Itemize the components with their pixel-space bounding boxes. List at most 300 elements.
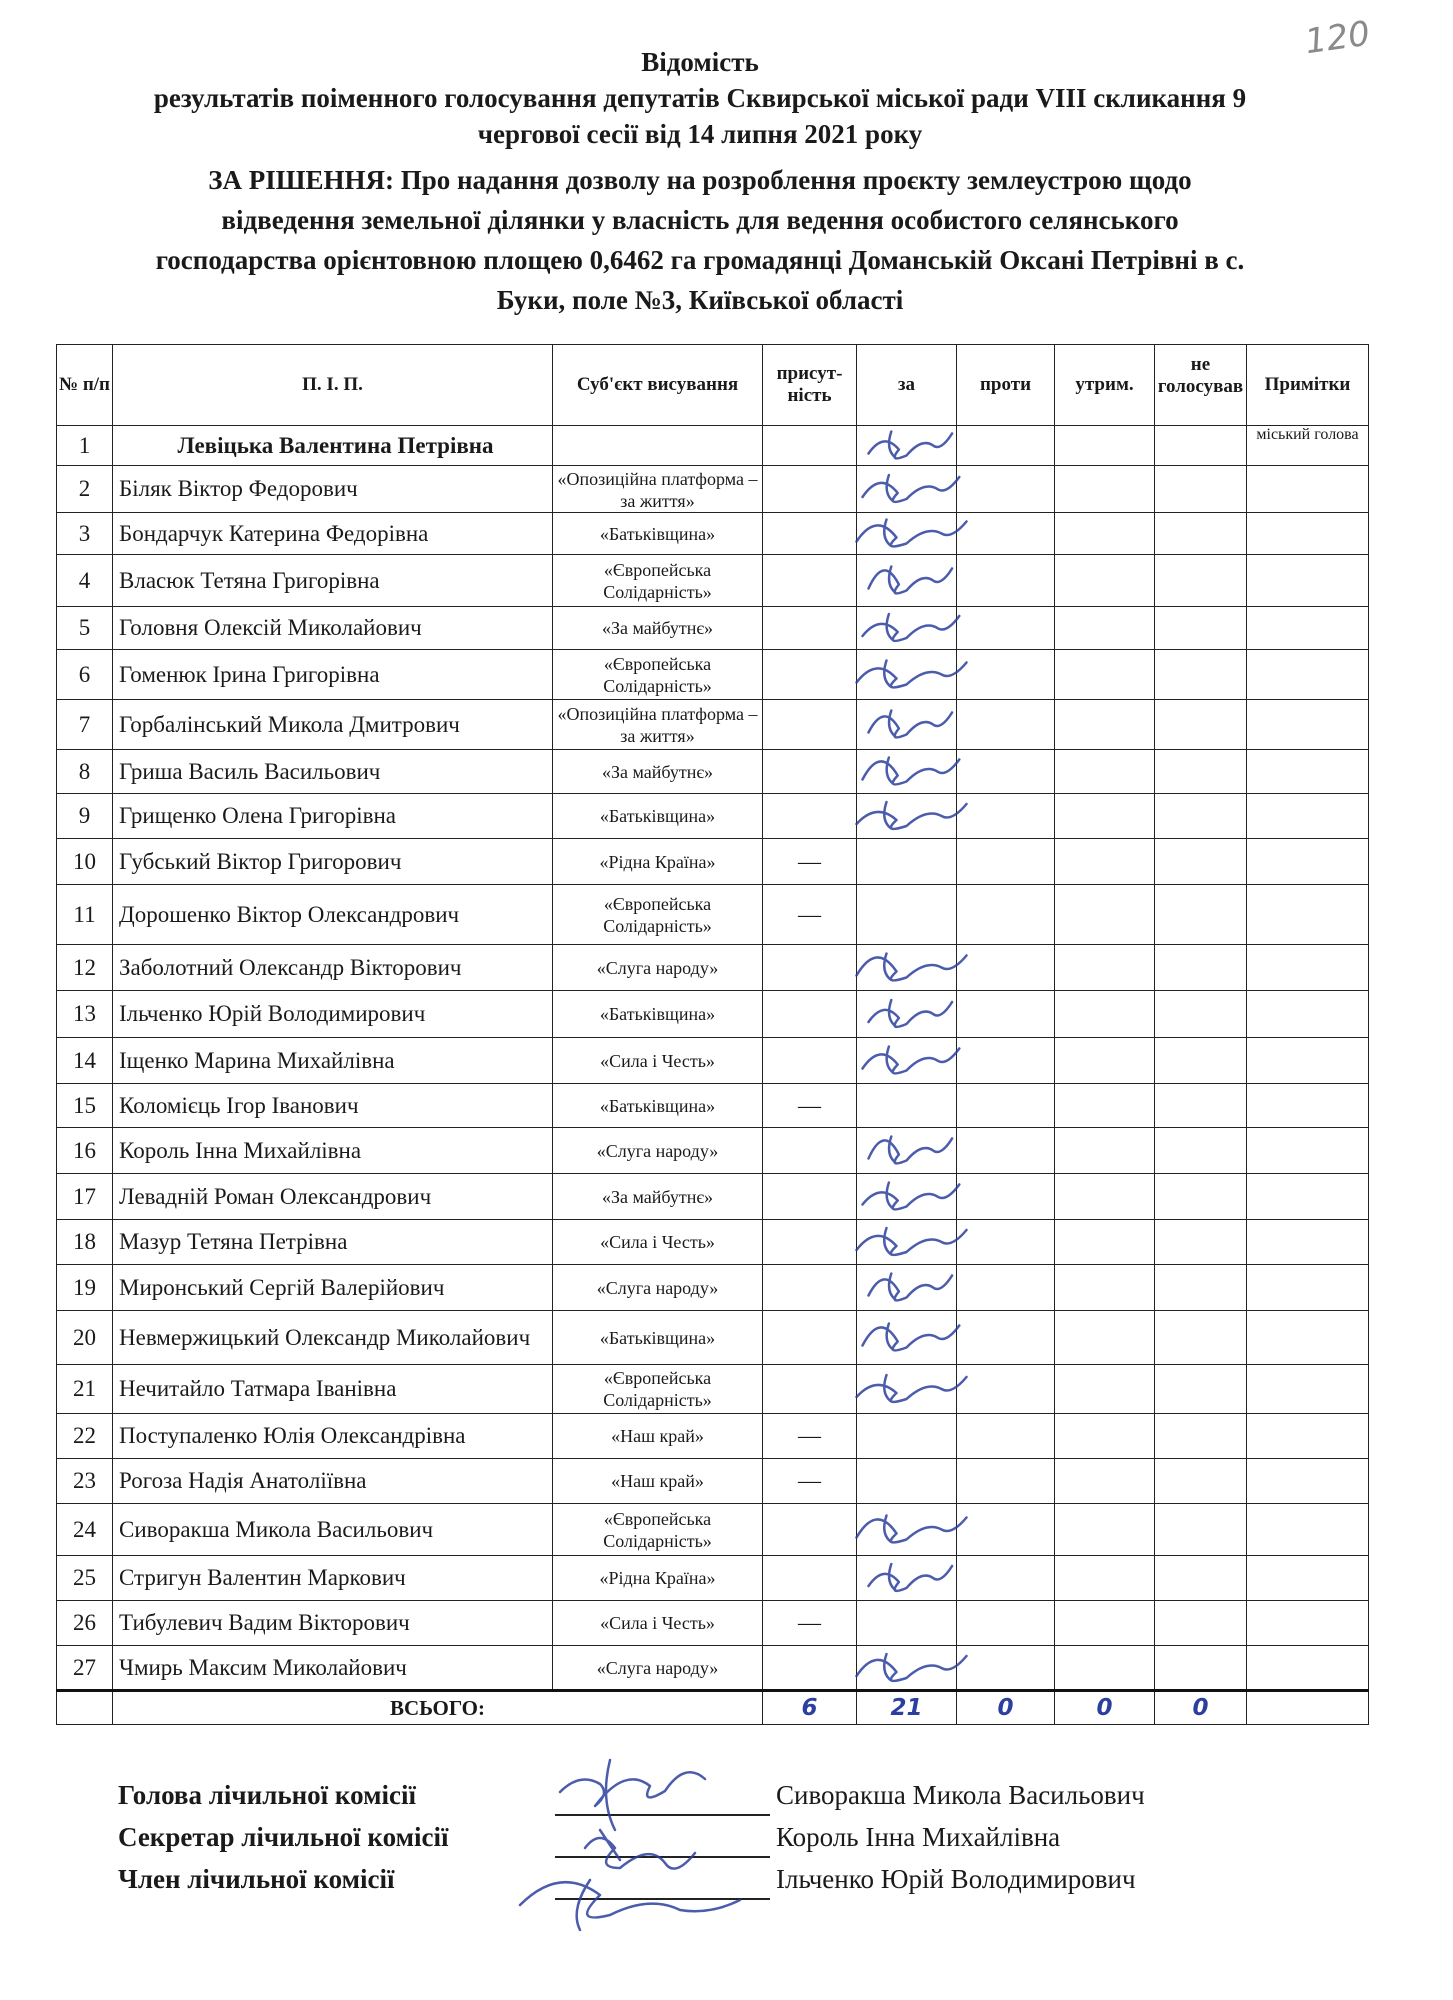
signature-name: Ільченко Юрій Володимирович: [776, 1864, 1136, 1894]
vote-abstain-cell: [1055, 1128, 1155, 1174]
table-row: [57, 1265, 1369, 1311]
decision-line-2: відведення земельної ділянки у власність для ведення особистого селянського: [221, 205, 1179, 235]
party-name: [553, 794, 763, 839]
col-name-header: П. І. П.: [113, 345, 553, 426]
document-subtitle-2: чергової сесії від 14 липня 2021 року: [477, 119, 923, 149]
col-party-header: Суб'єкт висування: [553, 345, 763, 426]
num-text: 20: [73, 1324, 96, 1350]
deputy-name: [113, 1084, 553, 1128]
deputy-name: [113, 1265, 553, 1311]
document-subtitle-1: результатів поіменного голосування депутатів Сквирської міської ради VIII скликання 9: [153, 83, 1247, 113]
table-header-row: [57, 345, 1369, 426]
deputy-name-text: Ільченко Юрій Володимирович: [119, 1001, 426, 1026]
vote-not-voted-cell: [1155, 1174, 1247, 1220]
num: [57, 426, 113, 466]
vote-against-cell: [957, 513, 1055, 555]
party-name: [553, 885, 763, 945]
party-name-text: «Наш край»: [611, 1471, 704, 1491]
num: [57, 700, 113, 750]
note-cell: [1247, 1311, 1369, 1365]
decision-line-1: ЗА РІШЕННЯ: Про надання дозволу на розроблення проєкту землеустрою щодо: [208, 165, 1192, 195]
party-name: [553, 555, 763, 607]
col-not-voted-label: не голосував: [1157, 354, 1244, 397]
present-mark: [763, 513, 857, 555]
vote-for-cell: [857, 700, 957, 750]
deputy-name: [113, 1128, 553, 1174]
totals-row: [57, 1691, 1369, 1725]
party-name-text: «Європейська Солідарність»: [603, 653, 712, 696]
num: [57, 1365, 113, 1414]
deputy-name-text: Поступаленко Юлія Олександрівна: [119, 1423, 466, 1448]
party-name-text: «Європейська Солідарність»: [603, 1368, 712, 1410]
col-for-header: за: [857, 345, 957, 426]
vote-not-voted-cell: [1155, 1459, 1247, 1504]
vote-abstain-cell: [1055, 1504, 1155, 1556]
signature-row-chair: [118, 1780, 1318, 1822]
party-name: [553, 1084, 763, 1128]
num: [57, 1646, 113, 1691]
party-name-text: «Батьківщина»: [599, 1327, 716, 1348]
vote-against-cell: [957, 1504, 1055, 1556]
deputy-name: [113, 794, 553, 839]
deputy-name: [113, 1414, 553, 1459]
deputy-name-text: Тибулевич Вадим Вікторович: [119, 1610, 410, 1635]
vote-against-cell: [957, 1174, 1055, 1220]
present-mark: [763, 607, 857, 650]
page-number: 120: [1302, 13, 1373, 63]
vote-against-cell: [957, 700, 1055, 750]
num-text: 12: [73, 954, 96, 980]
note-cell: [1247, 945, 1369, 991]
vote-against-cell: [957, 839, 1055, 885]
num: [57, 1128, 113, 1174]
num-text: 10: [73, 848, 96, 874]
vote-not-voted-cell: [1155, 945, 1247, 991]
num-text: 17: [73, 1183, 96, 1209]
vote-against-cell: [957, 1414, 1055, 1459]
table-row: [57, 555, 1369, 607]
deputy-name-text: Бондарчук Катерина Федорівна: [119, 520, 429, 546]
party-name: [553, 513, 763, 555]
num-text: 14: [73, 1047, 96, 1073]
present-mark: [763, 1265, 857, 1311]
vote-not-voted-cell: [1155, 750, 1247, 794]
party-name-text: «Опозиційна платформа – за життя»: [557, 468, 758, 511]
vote-for-cell: [857, 466, 957, 513]
deputy-name: [113, 650, 553, 700]
note-cell: [1247, 426, 1369, 466]
decision-line-4: Буки, поле №3, Київської області: [496, 285, 904, 315]
party-name-text: «Європейська Солідарність»: [603, 559, 712, 602]
vote-against-cell: [957, 885, 1055, 945]
signature-line: [555, 1856, 770, 1858]
party-name: [553, 1365, 763, 1414]
vote-for-cell: [857, 1504, 957, 1556]
table-row: [57, 1084, 1369, 1128]
party-name-text: «Сила і Честь»: [600, 1050, 715, 1071]
deputy-name: [113, 426, 553, 466]
col-num-header: № п/п: [57, 345, 113, 426]
num-text: 15: [73, 1092, 96, 1118]
note-cell: [1247, 1601, 1369, 1646]
note-cell: [1247, 1504, 1369, 1556]
col-not-voted-header: [1155, 345, 1247, 426]
vote-for-cell: [857, 1265, 957, 1311]
vote-abstain-cell: [1055, 794, 1155, 839]
party-name: [553, 1220, 763, 1265]
present-mark: [763, 1220, 857, 1265]
totals-present: 6: [763, 1691, 857, 1725]
vote-for-cell: [857, 555, 957, 607]
vote-not-voted-cell: [1155, 885, 1247, 945]
table-row: [57, 1311, 1369, 1365]
present-mark-text: —: [798, 901, 821, 927]
deputy-name: [113, 1365, 553, 1414]
totals-for: 21: [857, 1691, 957, 1725]
deputy-name: [113, 1504, 553, 1556]
party-name-text: «За майбутнє»: [601, 761, 714, 782]
num-text: 7: [78, 711, 91, 737]
table-row: [57, 1128, 1369, 1174]
deputy-name-text: Стригун Валентин Маркович: [119, 1565, 406, 1590]
deputy-name-text: Миронський Сергій Валерійович: [119, 1274, 445, 1300]
vote-for-cell: [857, 885, 957, 945]
party-name: [553, 1646, 763, 1691]
table-row: [57, 466, 1369, 513]
vote-not-voted-cell: [1155, 466, 1247, 513]
vote-for-cell: [857, 794, 957, 839]
vote-against-cell: [957, 426, 1055, 466]
table-row: [57, 650, 1369, 700]
party-name: [553, 650, 763, 700]
party-name: [553, 466, 763, 513]
note-cell: [1247, 1414, 1369, 1459]
deputy-name: [113, 1556, 553, 1601]
num: [57, 1084, 113, 1128]
deputy-name-text: Іщенко Марина Михайлівна: [119, 1047, 395, 1073]
party-name-text: «Слуга народу»: [596, 957, 719, 978]
table-row: [57, 885, 1369, 945]
deputy-name-text: Коломієць Ігор Іванович: [119, 1092, 359, 1118]
col-present-header: присут-ність: [763, 345, 857, 426]
num-text: 5: [78, 615, 91, 640]
vote-against-cell: [957, 945, 1055, 991]
vote-for-cell: [857, 650, 957, 700]
present-mark-text: —: [798, 848, 821, 874]
vote-not-voted-cell: [1155, 1504, 1247, 1556]
vote-not-voted-cell: [1155, 1084, 1247, 1128]
note-cell: [1247, 1459, 1369, 1504]
present-mark: [763, 1311, 857, 1365]
present-mark: [763, 555, 857, 607]
present-mark: [763, 885, 857, 945]
present-mark: [763, 1128, 857, 1174]
table-row: [57, 426, 1369, 466]
vote-not-voted-cell: [1155, 607, 1247, 650]
num-text: 21: [73, 1376, 96, 1401]
vote-against-cell: [957, 1038, 1055, 1084]
num: [57, 839, 113, 885]
vote-abstain-cell: [1055, 750, 1155, 794]
deputy-name: [113, 1311, 553, 1365]
vote-against-cell: [957, 794, 1055, 839]
note-cell: [1247, 1128, 1369, 1174]
vote-for-cell: [857, 1128, 957, 1174]
deputy-name: [113, 700, 553, 750]
party-name-text: «Батьківщина»: [599, 1004, 716, 1024]
party-name-text: «Слуга народу»: [596, 1277, 719, 1298]
party-name-text: «Європейська Солідарність»: [603, 893, 712, 936]
vote-against-cell: [957, 1220, 1055, 1265]
vote-not-voted-cell: [1155, 991, 1247, 1038]
party-name: [553, 1038, 763, 1084]
vote-not-voted-cell: [1155, 1646, 1247, 1691]
deputy-name: [113, 1174, 553, 1220]
note-cell: [1247, 1038, 1369, 1084]
num-text: 2: [78, 476, 91, 501]
deputy-name-text: Нечитайло Татмара Іванівна: [119, 1376, 397, 1401]
party-name-text: «Сила і Честь»: [600, 1232, 715, 1252]
present-mark-text: —: [798, 1092, 821, 1118]
note-cell: [1247, 1084, 1369, 1128]
signature-role: Голова лічильної комісії: [118, 1780, 416, 1810]
num: [57, 466, 113, 513]
deputy-name-text: Гриша Василь Васильович: [119, 758, 381, 784]
table-row: [57, 1504, 1369, 1556]
vote-against-cell: [957, 1128, 1055, 1174]
vote-abstain-cell: [1055, 1601, 1155, 1646]
deputy-name-text: Гоменюк Ірина Григорівна: [119, 661, 380, 687]
document-title: Відомість: [641, 47, 759, 77]
vote-for-cell: [857, 1220, 957, 1265]
table-row: [57, 1459, 1369, 1504]
party-name-text: «За майбутнє»: [601, 618, 714, 638]
vote-not-voted-cell: [1155, 650, 1247, 700]
vote-not-voted-cell: [1155, 1038, 1247, 1084]
note-cell: [1247, 466, 1369, 513]
vote-against-cell: [957, 1459, 1055, 1504]
present-mark: [763, 650, 857, 700]
present-mark: [763, 1414, 857, 1459]
num-text: 13: [73, 1001, 96, 1026]
note-cell: [1247, 885, 1369, 945]
table-row: [57, 1038, 1369, 1084]
present-mark-text: —: [798, 1610, 821, 1635]
vote-not-voted-cell: [1155, 426, 1247, 466]
table-row: [57, 991, 1369, 1038]
party-name: [553, 750, 763, 794]
table-row: [57, 750, 1369, 794]
vote-against-cell: [957, 1084, 1055, 1128]
party-name-text: «Батьківщина»: [599, 1095, 716, 1116]
vote-against-cell: [957, 991, 1055, 1038]
deputy-name: [113, 839, 553, 885]
vote-not-voted-cell: [1155, 1311, 1247, 1365]
deputy-name: [113, 1601, 553, 1646]
deputy-name: [113, 1459, 553, 1504]
num: [57, 1601, 113, 1646]
vote-for-cell: [857, 991, 957, 1038]
table-row: [57, 1601, 1369, 1646]
vote-not-voted-cell: [1155, 1556, 1247, 1601]
vote-not-voted-cell: [1155, 1601, 1247, 1646]
num-text: 9: [78, 803, 91, 828]
table-row: [57, 700, 1369, 750]
note-cell: [1247, 700, 1369, 750]
num-text: 24: [73, 1516, 96, 1542]
signature-role: Секретар лічильної комісії: [118, 1822, 449, 1852]
vote-against-cell: [957, 1601, 1055, 1646]
vote-abstain-cell: [1055, 1414, 1155, 1459]
vote-abstain-cell: [1055, 607, 1155, 650]
party-name-text: «Батьківщина»: [599, 523, 716, 544]
party-name: [553, 1414, 763, 1459]
vote-for-cell: [857, 1311, 957, 1365]
deputy-name-text: Левадній Роман Олександрович: [119, 1183, 432, 1209]
party-name: [553, 1128, 763, 1174]
num: [57, 1556, 113, 1601]
col-abstain-header: утрим.: [1055, 345, 1155, 426]
signature-role: Член лічильної комісії: [118, 1864, 395, 1894]
num: [57, 945, 113, 991]
num-text: 18: [73, 1229, 96, 1254]
vote-against-cell: [957, 466, 1055, 513]
deputy-name-text: Губський Віктор Григорович: [119, 848, 402, 874]
vote-abstain-cell: [1055, 1174, 1155, 1220]
party-name-text: «Слуга народу»: [596, 1657, 719, 1678]
vote-abstain-cell: [1055, 426, 1155, 466]
note-cell: [1247, 513, 1369, 555]
vote-abstain-cell: [1055, 1459, 1155, 1504]
present-mark: [763, 1174, 857, 1220]
num-text: 6: [78, 661, 91, 687]
note-cell: [1247, 650, 1369, 700]
deputy-name: [113, 513, 553, 555]
vote-for-cell: [857, 426, 957, 466]
totals-not-voted: 0: [1155, 1691, 1247, 1725]
vote-abstain-cell: [1055, 885, 1155, 945]
deputy-name: [113, 1646, 553, 1691]
col-note-header: Примітки: [1247, 345, 1369, 426]
deputy-name-text: Горбалінський Микола Дмитрович: [119, 711, 460, 737]
deputy-name-text: Біляк Віктор Федорович: [119, 476, 358, 501]
deputy-name-text: Невмержицький Олександр Миколайович: [119, 1324, 531, 1350]
present-mark: [763, 839, 857, 885]
present-mark: [763, 794, 857, 839]
party-name-text: «Опозиційна платформа – за життя»: [557, 703, 758, 746]
num: [57, 1220, 113, 1265]
present-mark: [763, 426, 857, 466]
present-mark: [763, 1601, 857, 1646]
vote-abstain-cell: [1055, 650, 1155, 700]
vote-abstain-cell: [1055, 1365, 1155, 1414]
col-against-header: проти: [957, 345, 1055, 426]
note-cell: [1247, 750, 1369, 794]
vote-abstain-cell: [1055, 1265, 1155, 1311]
deputy-name-text: Левіцька Валентина Петрівна: [177, 432, 494, 458]
num-text: 25: [73, 1565, 96, 1590]
deputy-name: [113, 607, 553, 650]
vote-not-voted-cell: [1155, 839, 1247, 885]
table-row: [57, 839, 1369, 885]
party-name-text: «Наш край»: [611, 1426, 704, 1446]
present-mark-text: —: [798, 1423, 821, 1448]
num: [57, 607, 113, 650]
vote-abstain-cell: [1055, 700, 1155, 750]
deputy-name: [113, 1220, 553, 1265]
num: [57, 1174, 113, 1220]
deputy-name-text: Заболотний Олександр Вікторович: [119, 954, 462, 980]
party-name: [553, 1174, 763, 1220]
signature-row-secretary: [118, 1822, 1318, 1864]
note-cell: [1247, 1646, 1369, 1691]
vote-for-cell: [857, 1084, 957, 1128]
signature-row-member: [118, 1864, 1318, 1906]
deputy-name: [113, 750, 553, 794]
party-name: [553, 1311, 763, 1365]
vote-against-cell: [957, 1556, 1055, 1601]
deputy-name: [113, 945, 553, 991]
note-cell: [1247, 1365, 1369, 1414]
present-mark: [763, 750, 857, 794]
vote-against-cell: [957, 1311, 1055, 1365]
deputy-name-text: Дорошенко Віктор Олександрович: [119, 901, 460, 927]
party-name-text: «Сила і Честь»: [600, 1613, 715, 1633]
table-row: [57, 1365, 1369, 1414]
vote-not-voted-cell: [1155, 1265, 1247, 1311]
vote-not-voted-cell: [1155, 513, 1247, 555]
num: [57, 1311, 113, 1365]
party-name: [553, 991, 763, 1038]
party-name: [553, 945, 763, 991]
totals-abstain: 0: [1055, 1691, 1155, 1725]
vote-for-cell: [857, 1365, 957, 1414]
note-cell: [1247, 555, 1369, 607]
table-row: [57, 945, 1369, 991]
num: [57, 1459, 113, 1504]
vote-for-cell: [857, 750, 957, 794]
party-name: [553, 1459, 763, 1504]
deputy-name: [113, 1038, 553, 1084]
table-row: [57, 513, 1369, 555]
deputy-name-text: Чмирь Максим Миколайович: [119, 1654, 407, 1680]
vote-for-cell: [857, 1174, 957, 1220]
decision-line-3: господарства орієнтовною площею 0,6462 га громадянці Доманській Оксані Петрівні в с.: [155, 245, 1245, 275]
party-name: [553, 1265, 763, 1311]
deputy-name: [113, 555, 553, 607]
vote-for-cell: [857, 1459, 957, 1504]
num-text: 8: [78, 758, 91, 784]
num: [57, 650, 113, 700]
party-name: [553, 1556, 763, 1601]
present-mark: [763, 466, 857, 513]
party-name: [553, 607, 763, 650]
present-mark: [763, 700, 857, 750]
party-name-text: «Європейська Солідарність»: [603, 1508, 712, 1551]
vote-not-voted-cell: [1155, 1365, 1247, 1414]
vote-abstain-cell: [1055, 1556, 1155, 1601]
deputy-name: [113, 991, 553, 1038]
vote-abstain-cell: [1055, 1646, 1155, 1691]
vote-abstain-cell: [1055, 1038, 1155, 1084]
table-row: [57, 1556, 1369, 1601]
vote-for-cell: [857, 1556, 957, 1601]
totals-against: 0: [957, 1691, 1055, 1725]
signature-line: [555, 1814, 770, 1816]
commission-signatures: [118, 1780, 1318, 1906]
vote-abstain-cell: [1055, 839, 1155, 885]
present-mark: [763, 991, 857, 1038]
